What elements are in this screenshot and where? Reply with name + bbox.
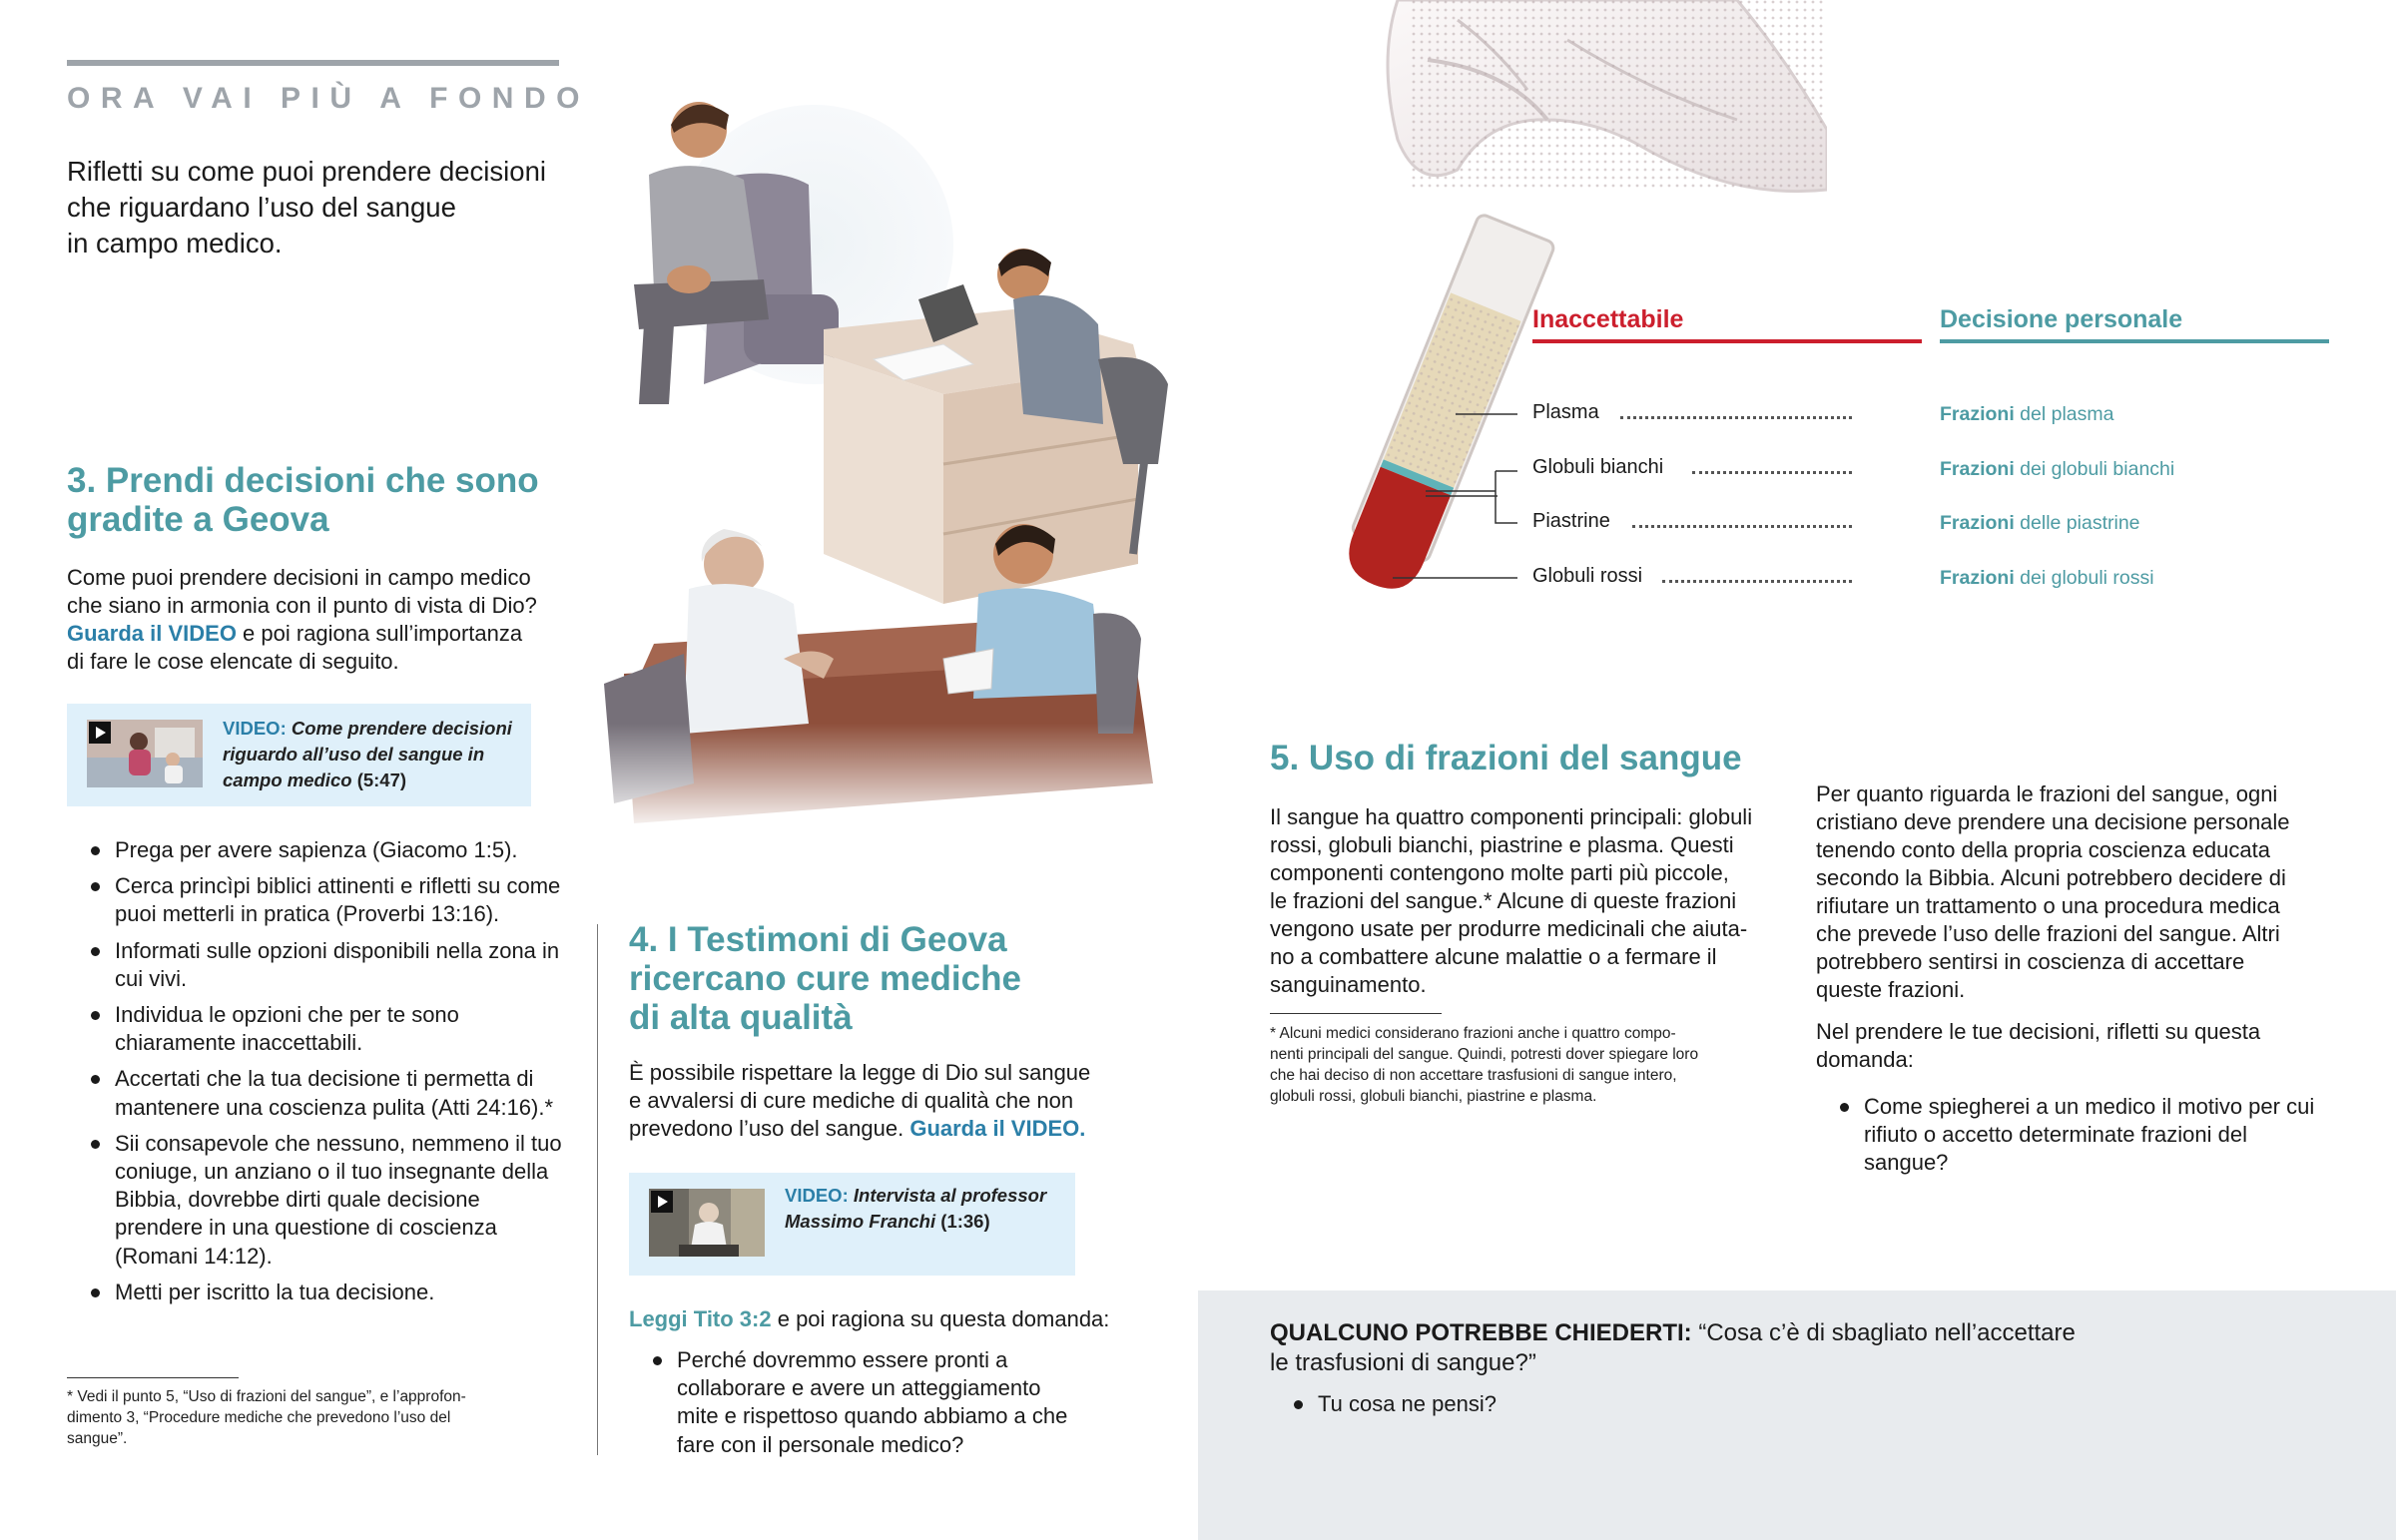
play-icon[interactable] <box>89 722 111 744</box>
kicker: ORA VAI PIÙ A FONDO <box>67 82 590 115</box>
video-thumbnail[interactable] <box>649 1189 765 1257</box>
column-divider <box>597 924 598 1455</box>
video-card-1[interactable] <box>67 704 531 806</box>
chart-rule-red <box>1532 339 1922 343</box>
list-item: Perché dovremmo essere pronti a collaborare e avere un atteggiamento mite e rispettoso quando abbiamo a che fare con il personale medico? <box>629 1346 1088 1459</box>
chart-row-value: Frazioni delle piastrine <box>1940 512 2140 534</box>
list-item: Come spiegherei a un medico il motivo per cui rifiuto o accetto determinate frazioni del sangue? <box>1816 1093 2335 1178</box>
section5-footnote: * Alcuni medici considerano frazioni anche i quattro compo- nenti principali del sangue. Quindi, potresti dover spiegare loro che hai deciso di non accettare trasfusioni di sangue intero, globuli rossi, globuli bianchi, piastrine e plasma. <box>1270 1025 1699 1105</box>
chart-row <box>1532 510 2331 540</box>
section3-body: Come puoi prendere decisioni in campo medico che siano in armonia con il punto di vista di Dio? Guarda il VIDEO e poi ragiona sull’importanza di fare le cose elencate di seguito. <box>67 565 537 674</box>
chart-rule-teal <box>1940 339 2329 343</box>
list-item: Tu cosa ne pensi? <box>1270 1390 1869 1418</box>
section5-bullets <box>1816 1093 2335 1186</box>
question-box <box>1198 1290 2396 1540</box>
list-item: Sii consapevole che nessuno, nemmeno il tuo coniuge, un anziano o il tuo insegnante della Bibbia, dovrebbe dirti quale decisione prendere in una questione di coscienza (Romani 14:12). <box>67 1130 566 1271</box>
video-link[interactable]: Guarda il VIDEO <box>67 621 237 646</box>
video-card-2[interactable] <box>629 1173 1075 1276</box>
question-box-label: QUALCUNO POTREBBE CHIEDERTI: <box>1270 1319 1692 1346</box>
list-item: Informati sulle opzioni disponibili nella zona in cui vivi. <box>67 937 566 993</box>
list-item: Accertati che la tua decisione ti permetta di mantenere una coscienza pulita (Atti 24:16).* <box>67 1065 566 1121</box>
chart-row-label: Plasma <box>1532 401 1599 423</box>
chart-row-label: Globuli bianchi <box>1532 456 1664 478</box>
section3-footnote: * Vedi il punto 5, “Uso di frazioni del sangue”, e l’approfon- dimento 3, “Procedure mediche che prevedono l’uso del sangue”. <box>67 1388 466 1447</box>
intro-text: Rifletti su come puoi prendere decisioni che riguardano l’uso del sangue in campo medico. <box>67 156 546 258</box>
chart-header-personal: Decisione personale <box>1940 305 2183 333</box>
play-icon[interactable] <box>651 1191 673 1213</box>
section3-bullets <box>67 836 566 1314</box>
dotted-leader <box>1620 416 1852 419</box>
chart-leader-lines <box>1388 399 1537 599</box>
chart-row-label: Piastrine <box>1532 510 1610 532</box>
question-bullets <box>1270 1390 1869 1426</box>
list-item: Prega per avere sapienza (Giacomo 1:5). <box>67 836 566 864</box>
chart-row <box>1532 456 2331 486</box>
dotted-leader <box>1692 471 1852 474</box>
video-link[interactable]: Guarda il VIDEO. <box>909 1116 1086 1141</box>
video-caption: VIDEO: Intervista al professor Massimo Franchi (1:36) <box>785 1185 1047 1232</box>
section5-col2: Per quanto riguarda le frazioni del sangue, ogni cristiano deve prendere una decisione personale tenendo conto della propria coscienza educata secondo la Bibbia. Alcuni potrebbero decidere di rifiutare un trattamento o una procedura medica che prevede l’uso delle frazioni del sangue. Altri potrebbero sentirsi in coscienza di accettare queste frazioni. Nel prendere le tue decisioni, rifletti su questa domanda: <box>1816 781 2290 1072</box>
list-item: Individua le opzioni che per te sono chiaramente inaccettabili. <box>67 1001 566 1057</box>
section4-title: 4. I Testimoni di Geova ricercano cure mediche di alta qualità <box>629 920 1021 1037</box>
chart-row <box>1532 401 2331 431</box>
footnote-rule <box>1270 1013 1442 1014</box>
read-prompt: Leggi Tito 3:2 e poi ragiona su questa domanda: <box>629 1306 1110 1331</box>
section4-bullets <box>629 1346 1088 1467</box>
dotted-leader <box>1662 580 1852 583</box>
video-caption: VIDEO: Come prendere decisioni riguardo all’uso del sangue in campo medico (5:47) <box>223 718 512 790</box>
section3-title: 3. Prendi decisioni che sono gradite a Geova <box>67 461 539 539</box>
chart-row-value: Frazioni del plasma <box>1940 403 2114 425</box>
dotted-leader <box>1632 525 1852 528</box>
footnote-rule <box>67 1377 239 1378</box>
illustration-consultation <box>594 85 1183 833</box>
section5-col1: Il sangue ha quattro componenti principali: globuli rossi, globuli bianchi, piastrine e plasma. Questi componenti contengono molte parti più piccole, le frazioni del sangue.* Alcune di queste frazioni vengono usate per produrre medicinali che aiuta- no a combattere alcune malattie o a fermare il sanguinamento. <box>1270 804 1753 997</box>
chart-row-label: Globuli rossi <box>1532 565 1643 587</box>
kicker-rule <box>67 60 559 66</box>
chart-row-value: Frazioni dei globuli rossi <box>1940 567 2154 589</box>
video-thumbnail[interactable] <box>87 720 203 787</box>
question-text: “Cosa c’è di sbagliato nell’accettare <box>1691 1319 2076 1346</box>
question-text: le trasfusioni di sangue?” <box>1270 1349 1536 1376</box>
section4-body: È possibile rispettare la legge di Dio sul sangue e avvalersi di cure mediche di qualità che non prevedono l’uso del sangue. Guarda il VIDEO. <box>629 1060 1091 1141</box>
chart-row-value: Frazioni dei globuli bianchi <box>1940 458 2175 480</box>
chart-header-unacceptable: Inaccettabile <box>1532 305 1684 333</box>
section5-title: 5. Uso di frazioni del sangue <box>1270 739 1742 777</box>
list-item: Cerca princìpi biblici attinenti e rifletti su come puoi metterli in pratica (Proverbi 13:16). <box>67 872 566 928</box>
chart-row <box>1532 565 2331 595</box>
list-item: Metti per iscritto la tua decisione. <box>67 1279 566 1306</box>
scripture-link[interactable]: Leggi Tito 3:2 <box>629 1306 772 1331</box>
